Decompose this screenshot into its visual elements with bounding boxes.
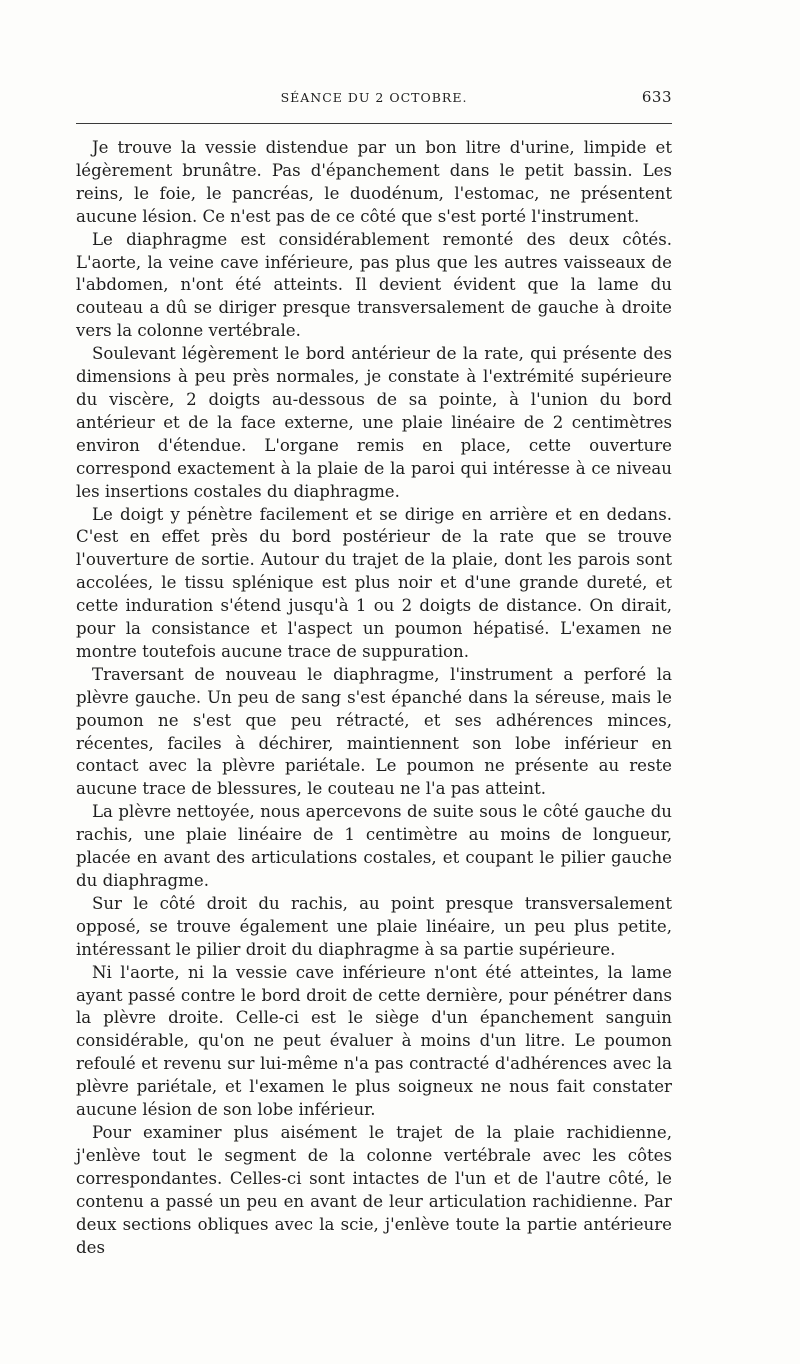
header-rule [76,123,672,124]
page-number: 633 [641,88,672,106]
paragraph: Le doigt y pénètre facilement et se dirige en arrière et en dedans. C'est en effet près du bord postérieur de la rate que se trouve l'ouverture de sortie. Autour du trajet de la plaie, dont les parois sont accolées, le tissu splénique est plus noir et d'une grande dureté, et cette induration s'étend jusqu'à 1 ou 2 doigts de distance. On dirait, pour la consistance et l'aspect un poumon hépatisé. L'examen ne montre toutefois aucune trace de suppuration. [76,504,672,661]
running-head: SÉANCE DU 2 OCTOBRE. [280,90,468,105]
paragraph: Soulevant légèrement le bord antérieur de la rate, qui présente des dimensions à peu près normales, je constate à l'extrémité supérieure du viscère, 2 doigts au-dessous de sa pointe, à l'union du bord antérieur et de la face externe, une plaie linéaire de 2 centimètres environ d'étendue. L'organe remis en place, cette ouverture correspond exactement à la plaie de la paroi qui intéresse à ce niveau les insertions costales du diaphragme. [76,344,672,501]
paragraph: Ni l'aorte, ni la vessie cave inférieure n'ont été atteintes, la lame ayant passé contre le bord droit de cette dernière, pour pénétrer dans la plèvre droite. Celle-ci est le siège d'un épanchement sanguin considérable, qu'on ne peut évaluer à moins d'un litre. Le poumon refoulé et revenu sur lui-même n'a pas contracté d'adhérences avec la plèvre pariétale, et l'examen le plus soigneux ne nous fait constater aucune lésion de son lobe inférieur. [76,962,672,1120]
paragraph: Sur le côté droit du rachis, au point presque transversalement opposé, se trouve également une plaie linéaire, un peu plus petite, intéressant le pilier droit du diaphragme à sa partie supérieure. [76,893,672,959]
paragraph: Pour examiner plus aisément le trajet de la plaie rachidienne, j'enlève tout le segment de la colonne vertébrale avec les côtes correspondantes. Celles-ci sont intactes de l'un et de l'autre côté, le contenu a passé un peu en avant de leur articulation rachidienne. Par deux sections obliques avec la scie, j'enlève toute la partie antérieure des [76,1122,672,1257]
paragraph: Traversant de nouveau le diaphragme, l'instrument a perforé la plèvre gauche. Un peu de sang s'est épanché dans la séreuse, mais le poumon ne s'est que peu rétracté, et ses adhérences minces, récentes, faciles à déchirer, maintiennent son lobe inférieur en contact avec la plèvre pariétale. Le poumon ne présente au reste aucune trace de blessures, le couteau ne l'a pas atteint. [76,664,672,799]
paragraph: La plèvre nettoyée, nous apercevons de suite sous le côté gauche du rachis, une plaie linéaire de 1 centimètre au moins de longueur, placée en avant des articulations costales, et coupant le pilier gauche du diaphragme. [76,802,672,890]
body-text [76,137,672,1259]
paragraph: Je trouve la vessie distendue par un bon litre d'urine, limpide et légèrement brunâtre. Pas d'épanchement dans le petit bassin. Les reins, le foie, le pancréas, le duodénum, l'estomac, ne présentent aucune lésion. Ce n'est pas de ce côté que s'est porté l'instrument. [76,138,672,226]
page-header [76,88,672,110]
paragraph: Le diaphragme est considérablement remonté des deux côtés. L'aorte, la veine cave inférieure, pas plus que les autres vaisseaux de l'abdomen, n'ont été atteints. Il devient évident que la lame du couteau a dû se diriger presque transversalement de gauche à droite vers la colonne vertébrale. [76,229,672,341]
